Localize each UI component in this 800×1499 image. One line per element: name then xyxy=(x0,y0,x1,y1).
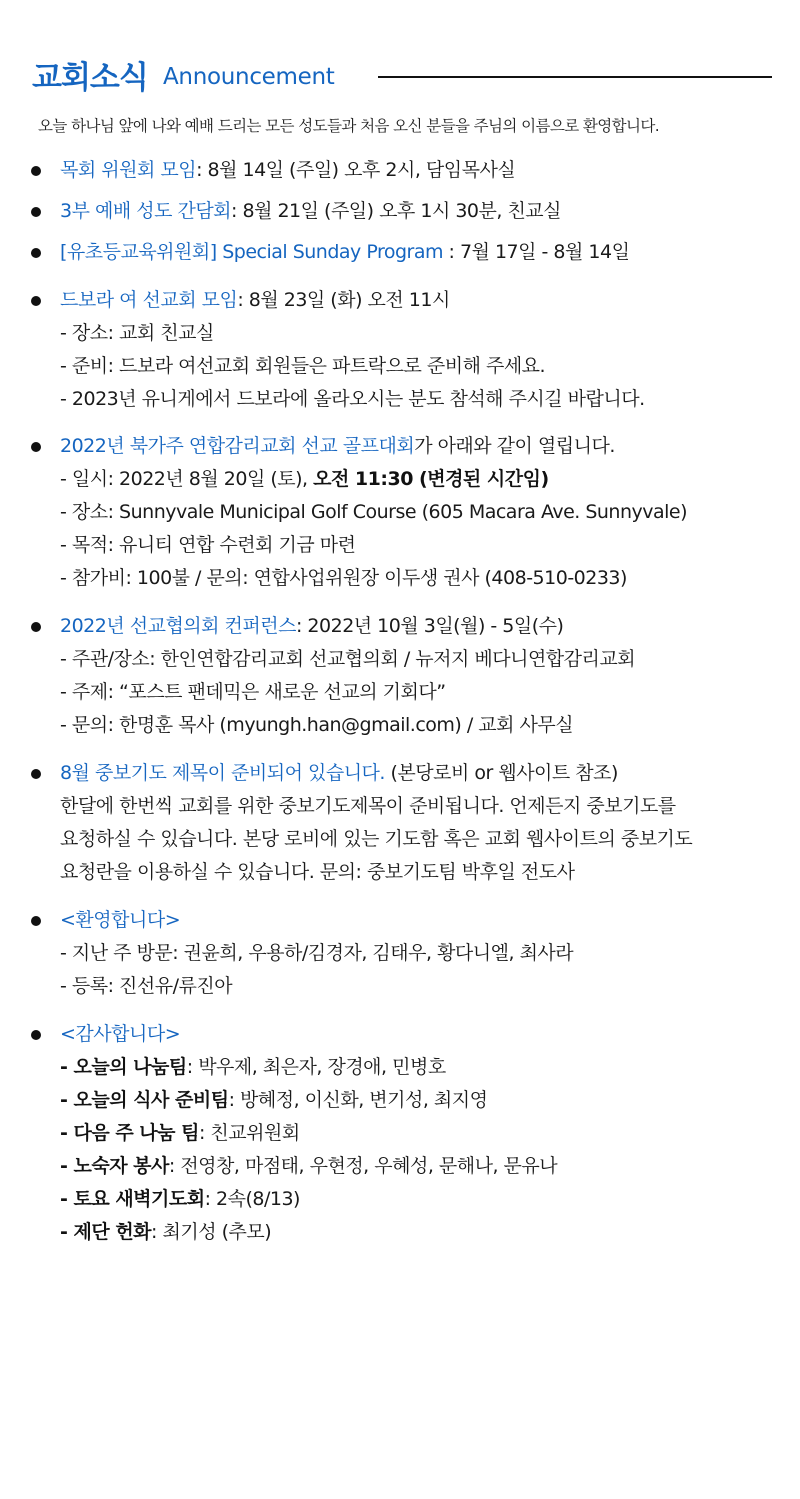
sub-line: - 문의: 한명훈 목사 (myungh.han@gmail.com) / 교회 사무실 xyxy=(60,714,574,736)
date-label: - 일시: 2022년 8월 20일 (토), xyxy=(60,468,314,490)
sub-line: - 장소: 교회 친교실 xyxy=(60,322,214,344)
bullet-icon xyxy=(31,916,41,926)
sub-line: - 주제: “포스트 팬데믹은 새로운 선교의 기회다” xyxy=(60,681,446,703)
item-line xyxy=(60,199,561,223)
item-line xyxy=(60,288,450,312)
thanks-row xyxy=(60,1187,300,1211)
item-text: : 8월 23일 (화) 오전 11시 xyxy=(237,289,450,311)
thanks-names: : 방혜정, 이신화, 변기성, 최지영 xyxy=(228,1089,488,1111)
thanks-names: : 최기성 (추모) xyxy=(151,1221,272,1243)
item-line xyxy=(60,158,515,182)
item-heading: <감사합니다> xyxy=(60,1023,181,1045)
item-heading: [유초등교육위원회] Special Sunday Program xyxy=(60,241,443,263)
bullet-icon xyxy=(31,248,41,258)
item-heading: 드보라 여 선교회 모임 xyxy=(60,289,238,311)
bullet-icon xyxy=(31,622,41,632)
item-line xyxy=(60,614,563,638)
changed-time: 오전 11:30 (변경된 시간임) xyxy=(313,468,549,490)
sub-line: - 주관/장소: 한인연합감리교회 선교협의회 / 뉴저지 베다니연합감리교회 xyxy=(60,648,636,670)
sub-line: - 목적: 유니티 연합 수련회 기금 마련 xyxy=(60,534,356,556)
item-line xyxy=(60,761,618,785)
thanks-label: - 다음 주 나눔 팀 xyxy=(60,1122,199,1144)
bullet-icon xyxy=(31,442,41,452)
sub-line: - 준비: 드보라 여선교회 회원들은 파트락으로 준비해 주세요. xyxy=(60,355,546,377)
thanks-row xyxy=(60,1154,557,1178)
body-line: 요청하실 수 있습니다. 본당 로비에 있는 기도함 혹은 교회 웹사이트의 중보기도 xyxy=(60,828,693,850)
item-heading: 2022년 선교협의회 컨퍼런스 xyxy=(60,615,296,637)
sub-line: - 참가비: 100불 / 문의: 연합사업위원장 이두생 권사 (408-510-0233) xyxy=(60,567,627,589)
thanks-row xyxy=(60,1088,488,1112)
sub-line: - 장소: Sunnyvale Municipal Golf Course (605 Macara Ave. Sunnyvale) xyxy=(60,501,688,523)
bullet-icon xyxy=(31,166,41,176)
thanks-names: : 전영창, 마점태, 우현정, 우혜성, 문해나, 문유나 xyxy=(168,1155,558,1177)
item-heading: 8월 중보기도 제목이 준비되어 있습니다. xyxy=(60,762,385,784)
bullet-icon xyxy=(31,1030,41,1040)
page-title: 교회소식 xyxy=(32,60,148,96)
thanks-names: : 친교위원회 xyxy=(198,1122,300,1144)
item-line xyxy=(60,434,615,458)
item-text: (본당로비 or 웹사이트 참조) xyxy=(384,762,618,784)
item-heading: 목회 위원회 모임 xyxy=(60,159,197,181)
sub-line xyxy=(60,467,549,491)
thanks-label: - 노숙자 봉사 xyxy=(60,1155,169,1177)
thanks-label: - 오늘의 식사 준비팀 xyxy=(60,1089,229,1111)
sub-line: - 2023년 유니게에서 드보라에 올라오시는 분도 참석해 주시길 바랍니다. xyxy=(60,388,645,410)
item-heading: 3부 예배 성도 간담회 xyxy=(60,200,232,222)
thanks-row xyxy=(60,1121,300,1145)
item-text: 가 아래와 같이 열립니다. xyxy=(414,435,615,457)
item-text: : 7월 17일 - 8월 14일 xyxy=(443,241,630,263)
thanks-label: - 토요 새벽기도회 xyxy=(60,1188,205,1210)
bullet-icon xyxy=(31,769,41,779)
item-line xyxy=(60,240,629,264)
bullet-icon xyxy=(31,207,41,217)
sub-line: - 지난 주 방문: 권윤희, 우용하/김경자, 김태우, 황다니엘, 최사라 xyxy=(60,942,574,964)
page-subtitle: Announcement xyxy=(163,64,335,90)
item-heading: 2022년 북가주 연합감리교회 선교 골프대회 xyxy=(60,435,415,457)
thanks-label: - 오늘의 나눔팀 xyxy=(60,1056,187,1078)
body-line: 요청란을 이용하실 수 있습니다. 문의: 중보기도팀 박후일 전도사 xyxy=(60,861,575,883)
sub-line: - 등록: 진선유/류진아 xyxy=(60,975,233,997)
bullet-icon xyxy=(31,296,41,306)
thanks-names: : 2속(8/13) xyxy=(204,1188,300,1210)
header xyxy=(32,48,772,94)
item-text: : 8월 14일 (주일) 오후 2시, 담임목사실 xyxy=(196,159,516,181)
thanks-row xyxy=(60,1055,446,1079)
thanks-names: : 박우제, 최은자, 장경애, 민병호 xyxy=(186,1056,446,1078)
item-text: : 8월 21일 (주일) 오후 1시 30분, 친교실 xyxy=(231,200,562,222)
title-divider xyxy=(378,76,772,78)
thanks-label: - 제단 헌화 xyxy=(60,1221,152,1243)
thanks-row xyxy=(60,1220,271,1244)
welcome-text: 오늘 하나님 앞에 나와 예배 드리는 모든 성도들과 처음 오신 분들을 주님의 이름으로 환영합니다. xyxy=(38,117,660,135)
body-line: 한달에 한번씩 교회를 위한 중보기도제목이 준비됩니다. 언제든지 중보기도를 xyxy=(60,795,676,817)
item-text: : 2022년 10월 3일(월) - 5일(수) xyxy=(295,615,564,637)
item-heading: <환영합니다> xyxy=(60,909,181,931)
